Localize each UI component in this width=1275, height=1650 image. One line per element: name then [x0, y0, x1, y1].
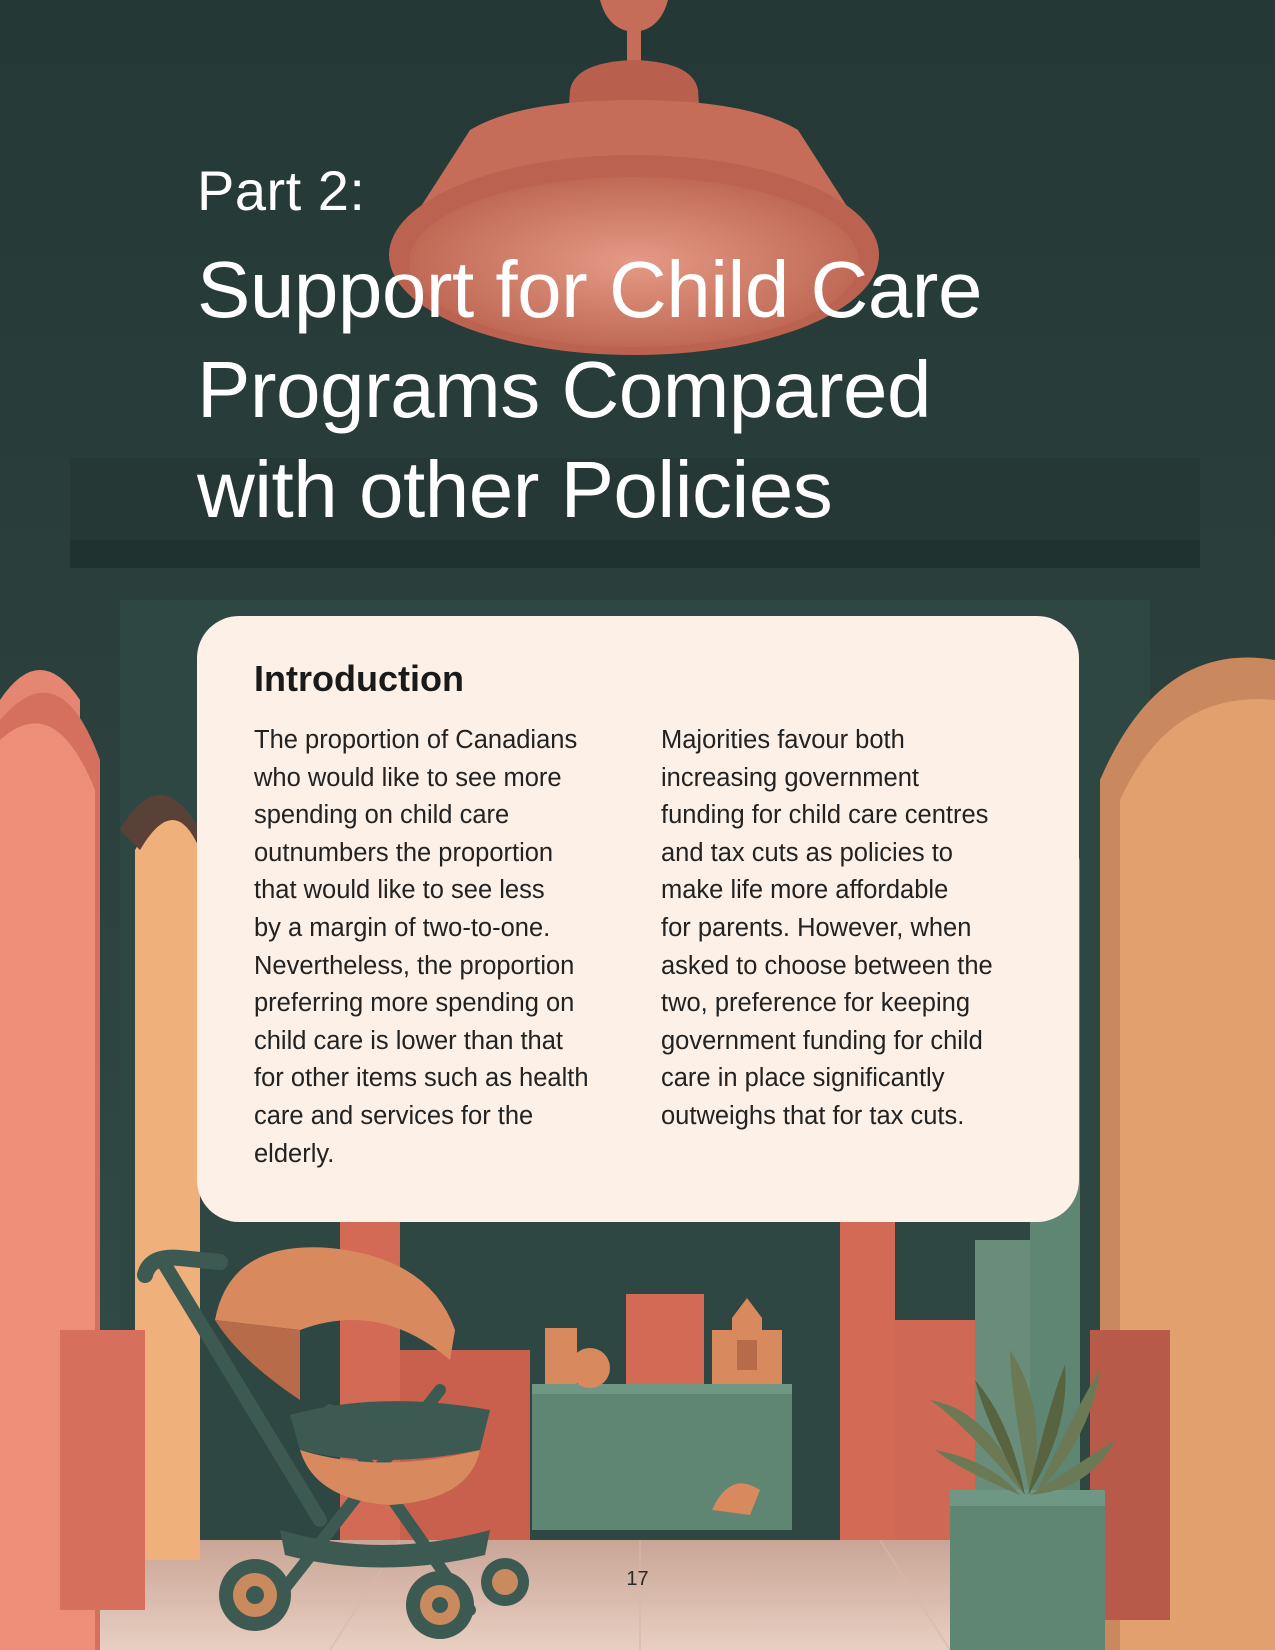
- intro-left-line: that would like to see less: [254, 876, 545, 905]
- title-line-2: Programs Compared: [197, 345, 931, 434]
- intro-left-line: for other items such as health: [254, 1064, 589, 1093]
- intro-left-column: [254, 722, 626, 1173]
- intro-right-line: Majorities favour both: [661, 726, 905, 754]
- intro-right-line: care in place significantly: [661, 1064, 945, 1093]
- left-arches-decor: [0, 670, 200, 1650]
- intro-right-line: two, preference for keeping: [661, 989, 971, 1018]
- title-line-1: Support for Child Care: [197, 245, 982, 334]
- intro-right-line: government funding for child: [661, 1026, 983, 1055]
- intro-right-line: funding for child care centres: [661, 801, 989, 830]
- intro-left-line: who would like to see more: [254, 763, 562, 792]
- intro-right-line: outweighs that for tax cuts.: [661, 1101, 965, 1130]
- intro-left-line: Nevertheless, the proportion: [254, 951, 575, 980]
- intro-left-line: The proportion of Canadians: [254, 726, 578, 754]
- intro-left-line: preferring more spending on: [254, 989, 575, 1018]
- intro-left-line: elderly.: [254, 1139, 335, 1168]
- intro-right-line: and tax cuts as policies to: [661, 838, 953, 867]
- intro-left-line: spending on child care: [254, 801, 510, 830]
- introduction-card: [197, 616, 1079, 1222]
- intro-right-line: for parents. However, when: [661, 913, 972, 942]
- introduction-heading: Introduction: [254, 658, 464, 699]
- toy-blocks-icon: [532, 1294, 792, 1530]
- intro-right-line: asked to choose between the: [661, 951, 993, 980]
- page-title: [197, 240, 1097, 540]
- intro-right-line: increasing government: [661, 763, 919, 792]
- page-number: 17: [626, 1568, 649, 1590]
- part-label: Part 2:: [197, 159, 366, 222]
- intro-left-line: care and services for the: [254, 1101, 534, 1130]
- intro-left-line: child care is lower than that: [254, 1026, 563, 1055]
- title-line-3: with other Policies: [197, 445, 833, 534]
- intro-right-column: [661, 722, 1033, 1136]
- intro-left-line: outnumbers the proportion: [254, 838, 554, 867]
- intro-left-line: by a margin of two-to-one.: [254, 913, 551, 942]
- intro-right-line: make life more affordable: [661, 876, 949, 905]
